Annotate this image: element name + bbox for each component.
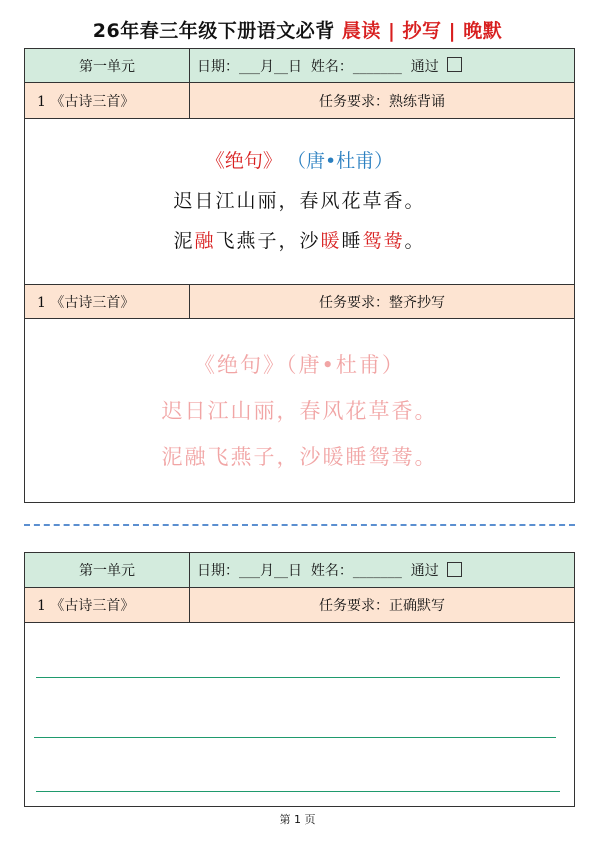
date-name-pass-label[interactable]: 日期：___月__日 姓名：_______ 通过 xyxy=(197,58,439,75)
poem-author: （唐•杜甫） xyxy=(286,150,394,172)
page-number: 第 1 页 xyxy=(279,813,316,826)
morning-reading-card xyxy=(24,48,575,503)
dictation-lesson-label: 1 《古诗三首》 xyxy=(25,588,190,622)
dictation-unit-label: 第一单元 xyxy=(25,553,190,587)
page-title xyxy=(0,16,595,43)
lesson-row xyxy=(25,83,574,119)
trace-title: 《绝句》（唐•杜甫） xyxy=(194,352,405,377)
copy-lesson-row xyxy=(25,285,574,319)
lesson-label: 1 《古诗三首》 xyxy=(25,83,190,118)
poem-text-segment: 。 xyxy=(404,230,426,252)
writing-line-1[interactable] xyxy=(36,677,560,678)
highlighted-character: 融 xyxy=(194,230,216,252)
recite-poem-area xyxy=(25,119,574,285)
dictation-card xyxy=(24,552,575,807)
dictation-date-name-pass-label[interactable]: 日期：___月__日 姓名：_______ 通过 xyxy=(197,563,439,579)
pass-checkbox[interactable] xyxy=(447,57,462,72)
writing-line-2[interactable] xyxy=(34,737,556,738)
info-fields xyxy=(190,49,574,82)
dictation-writing-area[interactable] xyxy=(25,623,574,806)
unit-label: 第一单元 xyxy=(25,49,190,82)
dictation-lesson-row xyxy=(25,588,574,623)
poem-line-1: 迟日江山丽，春风花草香。 xyxy=(173,190,426,212)
title-accent: 晨读 | 抄写 | 晚默 xyxy=(341,20,503,42)
trace-line-1: 迟日江山丽，春风花草香。 xyxy=(161,398,438,423)
poem-text-segment: 泥 xyxy=(173,230,195,252)
poem-title: 《绝句》 xyxy=(205,150,282,172)
dictation-info-fields xyxy=(190,553,574,587)
copy-task-requirement: 任务要求：整齐抄写 xyxy=(319,294,445,311)
highlighted-character: 鸳鸯 xyxy=(362,230,405,252)
title-main: 26年春三年级下册语文必背 xyxy=(92,20,335,42)
highlighted-character: 暖 xyxy=(320,230,342,252)
dictation-pass-checkbox[interactable] xyxy=(447,562,462,577)
task-requirement: 任务要求：熟练背诵 xyxy=(319,93,445,110)
writing-line-3[interactable] xyxy=(36,791,560,792)
copy-lesson-label: 1 《古诗三首》 xyxy=(25,285,190,318)
poem-heading xyxy=(206,142,393,181)
dictation-task-requirement: 任务要求：正确默写 xyxy=(319,598,445,614)
poem-line-2 xyxy=(173,221,425,261)
copy-trace-area xyxy=(25,319,574,502)
trace-line-2: 泥融飞燕子，沙暖睡鸳鸯。 xyxy=(161,444,438,469)
poem-text-segment: 飞燕子，沙 xyxy=(215,230,321,252)
poem-text-segment: 睡 xyxy=(341,230,363,252)
cut-line-divider xyxy=(24,524,575,526)
unit-row xyxy=(25,49,574,83)
dictation-unit-row xyxy=(25,553,574,588)
